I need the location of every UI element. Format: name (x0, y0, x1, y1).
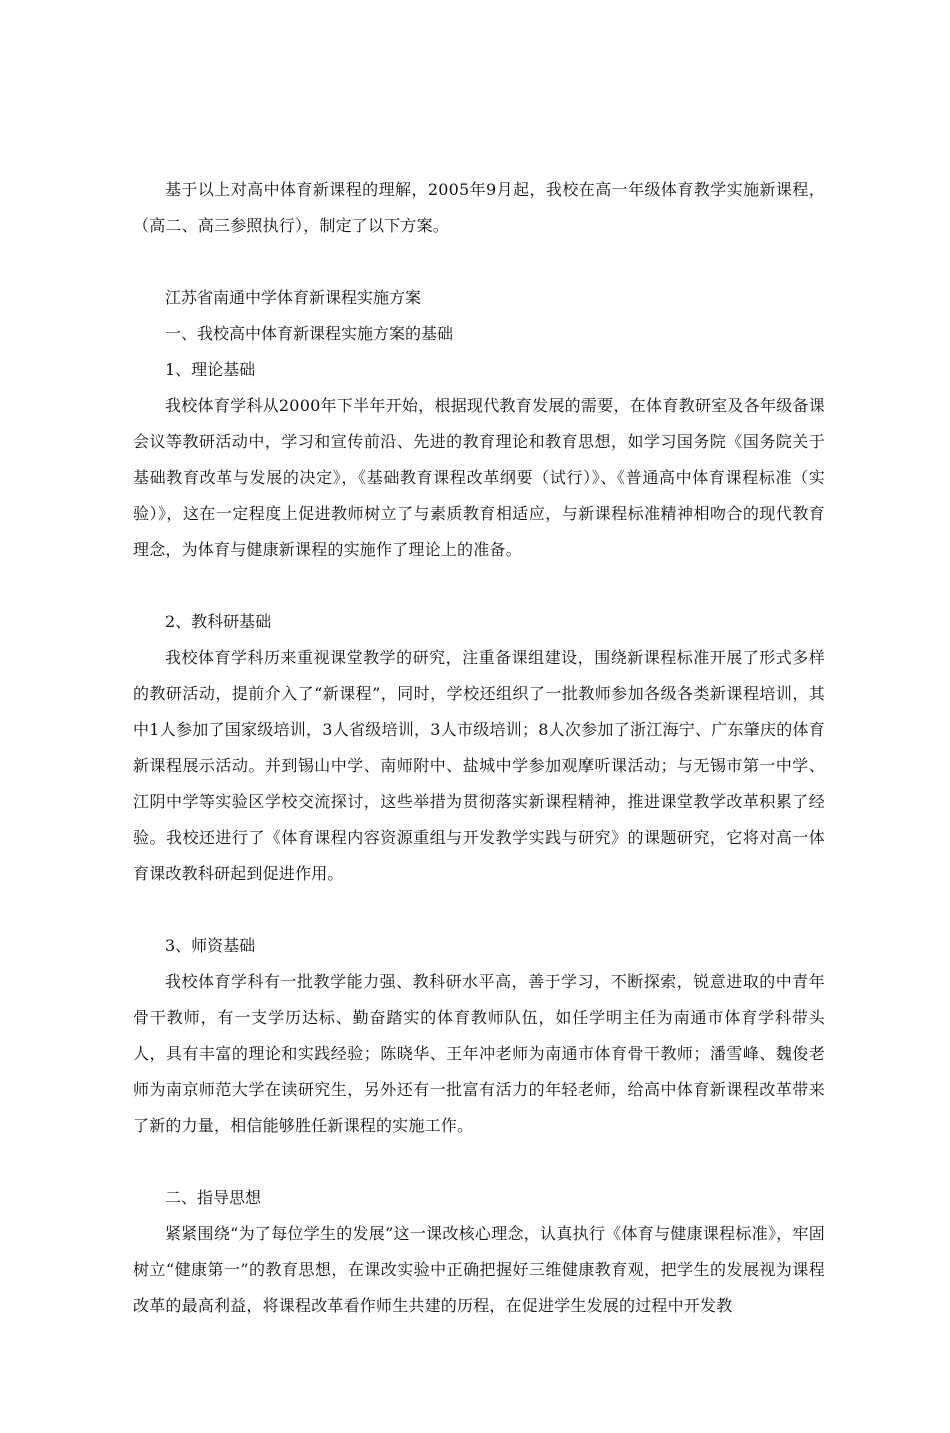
plan-title: 江苏省南通中学体育新课程实施方案 (165, 288, 422, 307)
document-page (133, 172, 825, 1324)
spacer (133, 568, 825, 604)
spacer (133, 244, 825, 280)
spacer (133, 1144, 825, 1180)
intro-paragraph: 基于以上对高中体育新课程的理解，2005年9月起，我校在高一年级体育教学实施新课程，（高二、高三参照执行），制定了以下方案。 (133, 180, 825, 235)
sub1-title: 1、理论基础 (165, 360, 256, 379)
sub1-body: 我校体育学科从2000年下半年开始，根据现代教育发展的需要，在体育教研室及各年级备课会议等教研活动中，学习和宣传前沿、先进的教育理论和教育思想，如学习国务院《国务院关于基础教育改革与发展的决定》，《基础教育课程改革纲要（试行）》、《普通高中体育课程标准（实验）》，这在一定程度上促进教师树立了与素质教育相适应，与新课程标准精神相吻合的现代教育理念，为体育与健康新课程的实施作了理论上的准备。 (133, 396, 825, 559)
sub3-body: 我校体育学科有一批教学能力强、教科研水平高，善于学习，不断探索，锐意进取的中青年骨干教师，有一支学历达标、勤奋踏实的体育教师队伍，如任学明主任为南通市体育学科带头人，具有丰富的理论和实践经验；陈晓华、王年冲老师为南通市体育骨干教师；潘雪峰、魏俊老师为南京师范大学在读研究生，另外还有一批富有活力的年轻老师，给高中体育新课程改革带来了新的力量，相信能够胜任新课程的实施工作。 (133, 972, 825, 1135)
section2-body: 紧紧围绕“为了每位学生的发展”这一课改核心理念，认真执行《体育与健康课程标准》，牢固树立“健康第一”的教育思想，在课改实验中正确把握好三维健康教育观，把学生的发展视为课程改革的最高利益，将课程改革看作师生共建的历程，在促进学生发展的过程中开发教 (133, 1224, 825, 1315)
spacer (133, 892, 825, 928)
sub3-title: 3、师资基础 (165, 936, 256, 955)
section2-title: 二、指导思想 (165, 1188, 262, 1207)
sub2-title: 2、教科研基础 (165, 612, 272, 631)
section1-title: 一、我校高中体育新课程实施方案的基础 (165, 324, 454, 343)
sub2-body: 我校体育学科历来重视课堂教学的研究，注重备课组建设，围绕新课程标准开展了形式多样的教研活动，提前介入了“新课程”，同时，学校还组织了一批教师参加各级各类新课程培训，其中1人参加了国家级培训，3人省级培训，3人市级培训；8人次参加了浙江海宁、广东肇庆的体育新课程展示活动。并到锡山中学、南师附中、盐城中学参加观摩听课活动；与无锡市第一中学、江阴中学等实验区学校交流探讨，这些举措为贯彻落实新课程精神，推进课堂教学改革积累了经验。我校还进行了《体育课程内容资源重组与开发教学实践与研究》的课题研究，它将对高一体育课改教科研起到促进作用。 (133, 648, 825, 883)
